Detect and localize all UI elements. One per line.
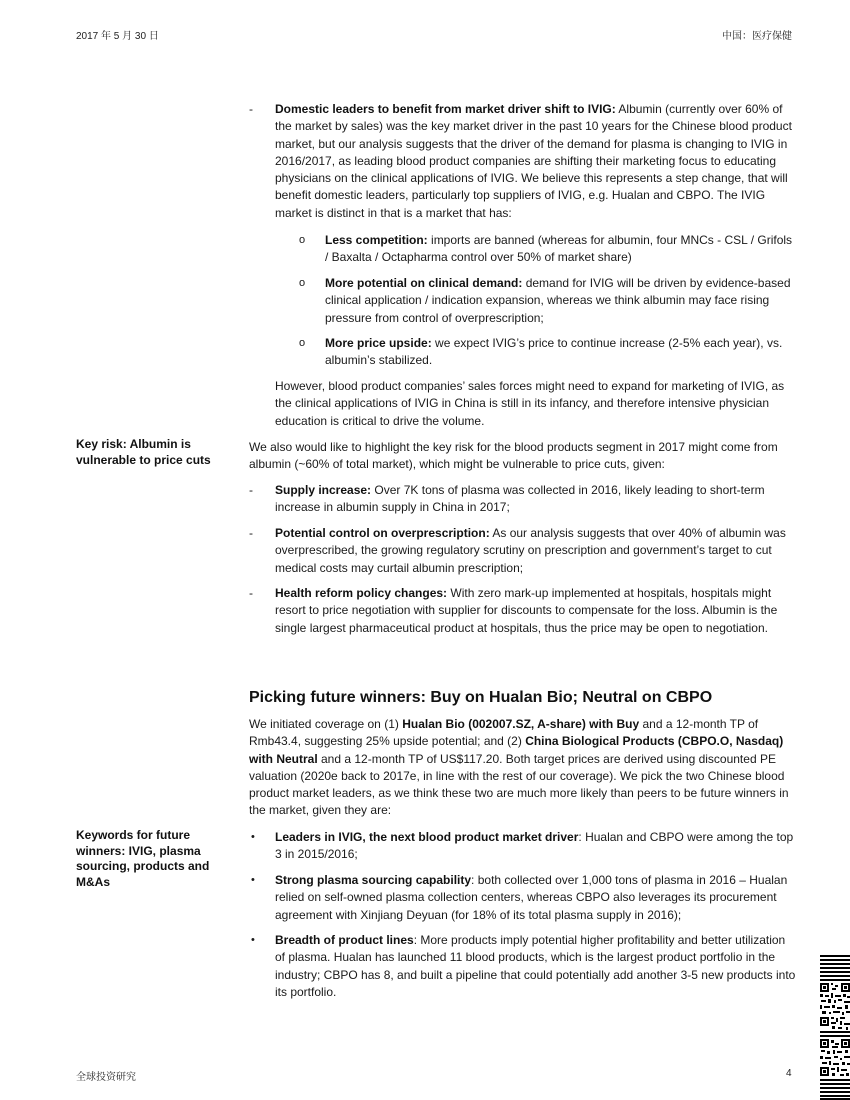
item-heading: Health reform policy changes: [275,586,448,600]
section-paragraph [249,716,797,820]
list-item [249,872,797,924]
item-heading: Leaders in IVIG, the next blood product market driver [275,830,579,844]
report-category: 中国：医疗保健 [722,31,792,42]
list-item [249,585,797,637]
section-title: Picking future winners: Buy on Hualan Bio; Neutral on CBPO [249,689,713,706]
list-item [249,525,797,577]
sub-item-text: imports are banned (whereas for albumin, four MNCs - CSL / Grifols / Baxalta / Octapharma control over 50% of market share) [325,233,793,265]
footer-org: 全球投资研究 [76,1072,136,1083]
dash-marker: - [249,483,253,497]
bullet-marker: • [251,934,255,946]
circle-marker: o [299,277,306,289]
sub-list-item [299,335,797,370]
sub-item-heading: Less competition: [325,233,428,247]
qr-code-strip [820,955,850,1100]
bullet-marker: • [251,874,255,886]
para-text: and a 12-month TP of Rmb43.4, suggesting 25% upside potential; and (2) [249,717,759,749]
item-heading: Supply increase: [275,483,372,497]
report-date: 2017 年 5 月 30 日 [76,31,159,42]
para-text: We initiated coverage on (1) [249,717,403,731]
however-paragraph: However, blood product companies’ sales forces might need to expand for marketing of IVIG, as the clinical applications of IVIG in China is still in its infancy, and therefore intensive physician education is critical to drive the volume. [275,379,785,428]
item-heading: Strong plasma sourcing capability [275,873,472,887]
circle-marker: o [299,234,306,246]
sub-list-item [299,232,797,267]
item-text: : both collected over 1,000 tons of plasma in 2016 – Hualan relied on self-owned plasma collection centers, whereas CBPO also leverages its procurement agreement with Xinjiang Deyuan (for 18% of its total plasma supply in 2016); [275,873,788,922]
bullet-marker: • [251,831,255,843]
key-risk-intro: We also would like to highlight the key risk for the blood products segment in 2017 might come from albumin (~60% of total market), which might be vulnerable to price cuts, given: [249,440,778,472]
sub-item-text: demand for IVIG will be driven by evidence-based clinical application / indication expansion, whereas we think albumin may face rising pressure from control of overprescription; [325,276,791,325]
list-item [249,482,797,517]
item-text: Over 7K tons of plasma was collected in 2016, likely leading to short-term increase in albumin supply in China in 2017; [275,483,765,515]
sub-item-heading: More potential on clinical demand: [325,276,523,290]
list-item [249,829,797,864]
item-text: As our analysis suggests that over 40% of albumin was overprescribed, the growing regulatory scrutiny on prescription and government’s target to cut medical costs may curtail albumin prescription; [275,526,786,575]
list-item [249,932,797,1001]
side-note-keywords: Keywords for future winners: IVIG, plasma sourcing, products and M&As [76,828,210,889]
page-number: 4 [786,1068,792,1079]
item-text: : More products imply potential higher profitability and better utilization of plasma. Hualan has launched 11 blood products, which is the largest product portfolio in the industry; CBPO has 8, and built a pipeline that could potentially add another 3-5 new products into its portfolio. [275,933,796,999]
item-heading: Domestic leaders to benefit from market driver shift to IVIG: [275,102,616,116]
para-text: and a 12-month TP of US$117.20. Both target prices are derived using discounted PE valuation (2020e back to 2017e, in line with the rest of our coverage). We pick the two Chinese blood product market leaders, as we think these two are much more likely than peers to be future winners in the market, given they are: [249,751,789,818]
item-text: : Hualan and CBPO were among the top 3 in 2015/2016; [275,830,794,862]
item-heading: Breadth of product lines [275,933,414,947]
circle-marker: o [299,337,306,349]
dash-marker: - [249,586,253,600]
para-bold: China Biological Products (CBPO.O, Nasdaq) with Neutral [249,734,784,766]
dash-marker: - [249,102,253,116]
sub-item-heading: More price upside: [325,336,432,350]
sub-item-text: we expect IVIG’s price to continue increase (2-5% each year), vs. albumin’s stabilized. [325,336,783,368]
para-bold: Hualan Bio (002007.SZ, A-share) with Buy [402,717,640,731]
item-heading: Potential control on overprescription: [275,526,490,540]
list-item [249,101,797,222]
item-text: With zero mark-up implemented at hospitals, hospitals might resort to price negotiation with supplier for discounts to compensate for the loss. Albumin is the single largest pharmaceutical product at hospitals, thus the price may be open to negotiation. [275,586,778,635]
sub-list-item [299,275,797,327]
dash-marker: - [249,526,253,540]
item-text: Albumin (currently over 60% of the market by sales) was the key market driver in the past 10 years for the Chinese blood product market, but our analysis suggests that the driver of the demand for plasma is changing to IVIG in 2016/2017, as leading blood product companies are shifting their marketing focus to educating physicians on the clinical applications of IVIG. We believe this represents a step change, that will benefit domestic leaders, particularly top suppliers of IVIG, e.g. Hualan and CBPO. The IVIG market is distinct in that is a market that has: [275,102,792,220]
side-note-key-risk: Key risk: Albumin is vulnerable to price cuts [76,437,211,467]
